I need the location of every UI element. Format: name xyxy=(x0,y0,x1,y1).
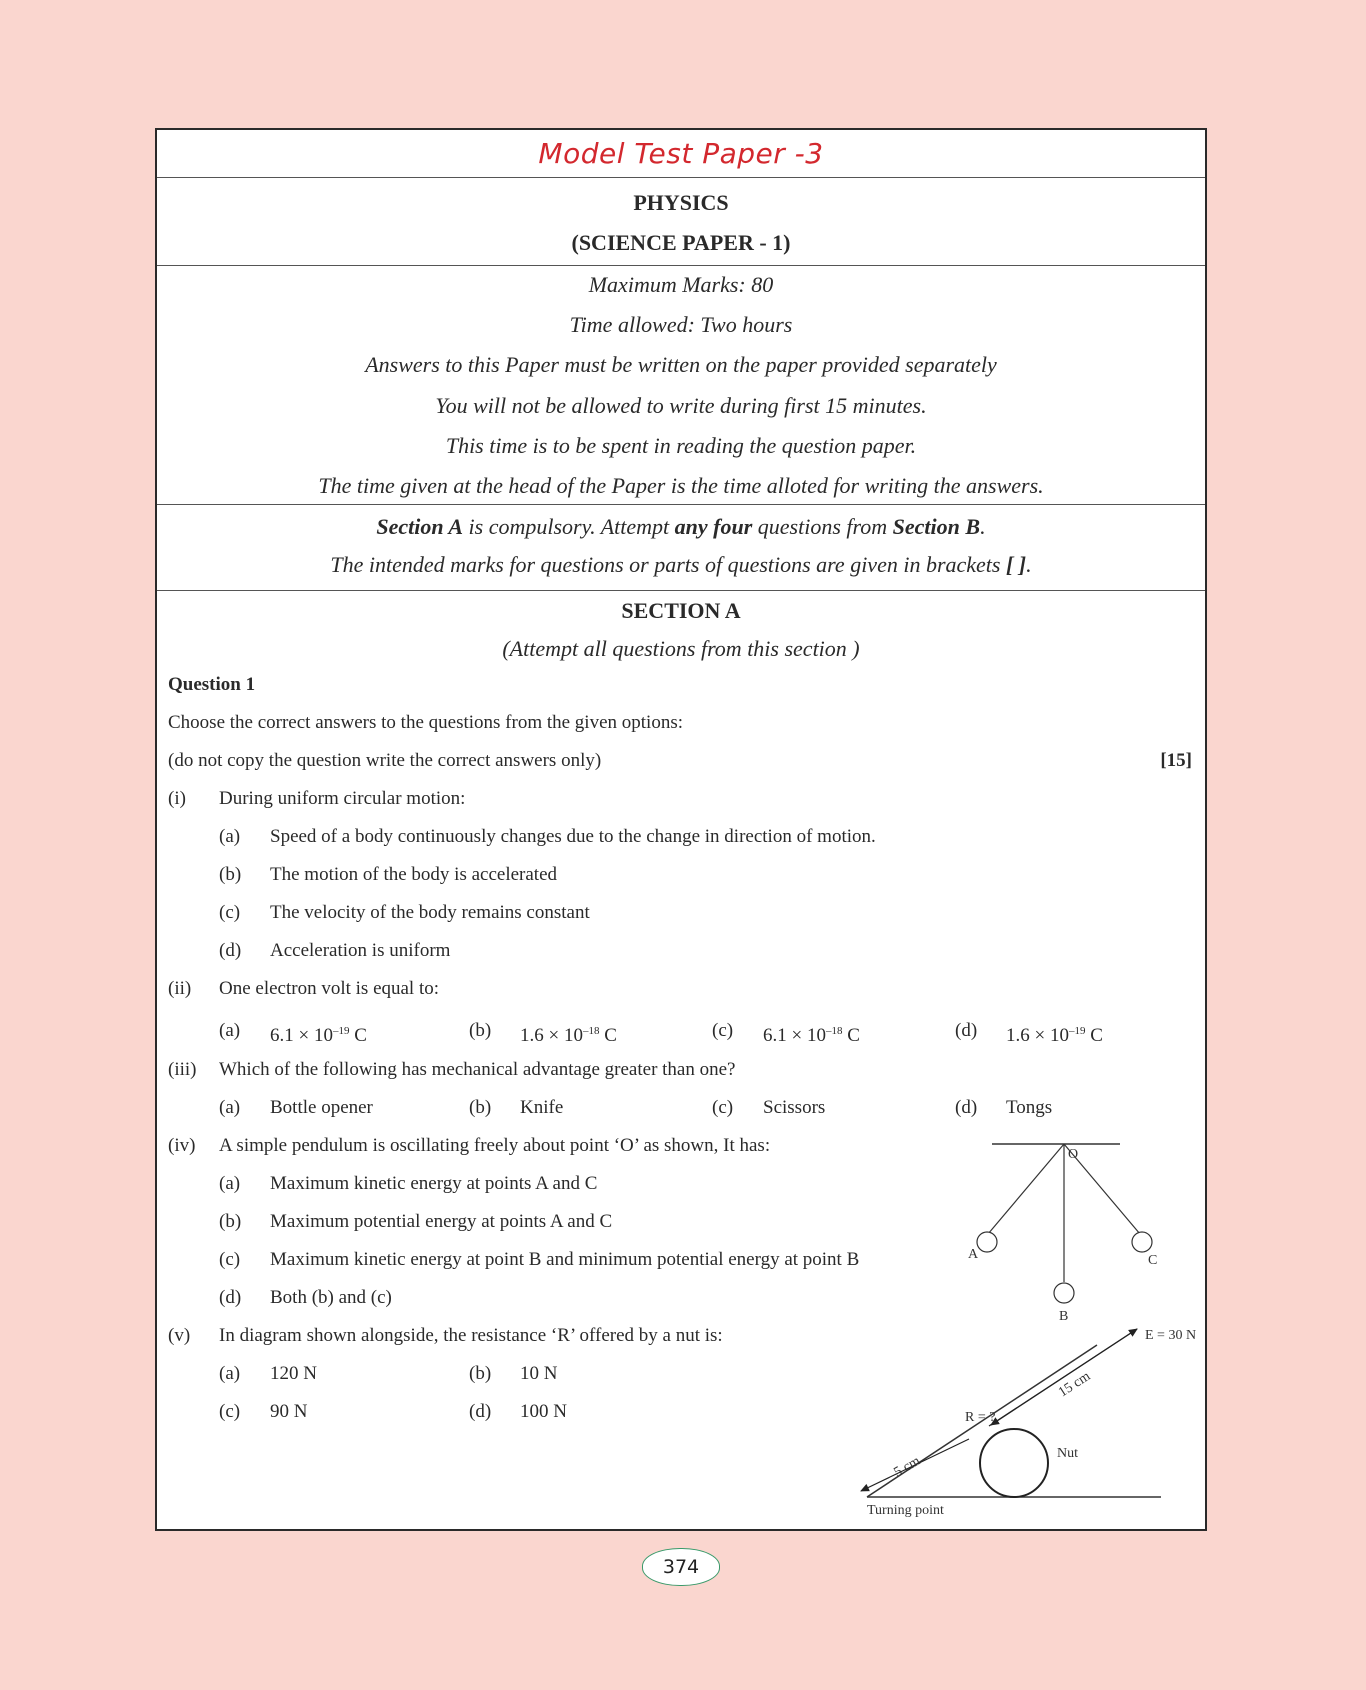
sub-question-number: (v) xyxy=(168,1325,191,1346)
option-key: (d) xyxy=(219,940,242,961)
option-key: (c) xyxy=(712,1020,734,1041)
bob-a xyxy=(977,1232,997,1252)
option-key: (a) xyxy=(219,826,241,847)
instruction-line: Time allowed: Two hours xyxy=(569,312,793,338)
instruction-line: The time given at the head of the Paper is the time alloted for writing the answers. xyxy=(318,473,1044,499)
section-title: SECTION A xyxy=(621,598,741,623)
nut-label: Nut xyxy=(1057,1446,1078,1461)
label-c: C xyxy=(1148,1253,1158,1268)
paper-name: (SCIENCE PAPER - 1) xyxy=(571,230,791,255)
option-key: (d) xyxy=(955,1097,978,1118)
option-key: (b) xyxy=(219,1211,242,1232)
value-exponent: –18 xyxy=(582,1025,600,1037)
option-value xyxy=(1006,1019,1103,1048)
sub-question-number: (iii) xyxy=(168,1059,197,1080)
lever-nut-diagram xyxy=(857,1325,1202,1525)
section-rules xyxy=(157,504,1205,591)
value-exponent: –18 xyxy=(825,1025,843,1037)
sub-question-text: One electron volt is equal to: xyxy=(219,978,440,999)
sub-question-text: During uniform circular motion: xyxy=(219,788,466,809)
label-b: B xyxy=(1059,1309,1069,1324)
question-prompt: Choose the correct answers to the questions from the given options: xyxy=(168,712,684,733)
option-key: (a) xyxy=(219,1097,241,1118)
subject-header xyxy=(157,177,1205,266)
value-base: 6.1 × 10 xyxy=(270,1025,333,1046)
sub-question-text: In diagram shown alongside, the resistance ‘R’ offered by a nut is: xyxy=(219,1325,723,1346)
pendulum-diagram xyxy=(952,1130,1158,1324)
rule-emphasis: any four xyxy=(674,514,753,539)
option-key: (c) xyxy=(219,902,241,923)
resistance-arrow xyxy=(991,1329,1137,1425)
option-text: 10 N xyxy=(520,1363,558,1384)
option-key: (a) xyxy=(219,1020,241,1041)
resistance-label: R = ? xyxy=(965,1410,996,1425)
question-marks: [15] xyxy=(1160,750,1192,771)
rule-emphasis: [ ] xyxy=(1005,552,1027,577)
value-unit: C xyxy=(599,1025,617,1046)
option-key: (c) xyxy=(219,1249,241,1270)
value-unit: C xyxy=(1085,1025,1103,1046)
question-note: (do not copy the question write the correct answers only) xyxy=(168,750,602,771)
value-base: 1.6 × 10 xyxy=(1006,1025,1069,1046)
instruction-line: This time is to be spent in reading the question paper. xyxy=(445,432,917,458)
rule-text: . xyxy=(980,514,986,539)
option-text: Speed of a body continuously changes due to the change in direction of motion. xyxy=(270,826,876,847)
instruction-line: Answers to this Paper must be written on the paper provided separately xyxy=(365,352,997,378)
option-key: (a) xyxy=(219,1363,241,1384)
long-arm-label: 15 cm xyxy=(1056,1368,1094,1401)
sub-question-text: A simple pendulum is oscillating freely about point ‘O’ as shown, It has: xyxy=(219,1135,771,1156)
option-value xyxy=(520,1019,617,1048)
label-o: O xyxy=(1068,1147,1079,1162)
rule-text: questions from xyxy=(752,514,893,539)
option-text: 90 N xyxy=(270,1401,308,1422)
option-text: The motion of the body is accelerated xyxy=(270,864,558,885)
option-text: Scissors xyxy=(763,1097,826,1118)
rule-text: is compulsory. Attempt xyxy=(463,514,675,539)
subject-name: PHYSICS xyxy=(633,190,729,215)
sub-question-number: (i) xyxy=(168,788,186,809)
option-key: (d) xyxy=(219,1287,242,1308)
section-a-header xyxy=(157,590,1205,666)
sub-question-text: Which of the following has mechanical advantage greater than one? xyxy=(219,1059,736,1080)
option-value xyxy=(763,1019,860,1048)
option-text: 100 N xyxy=(520,1401,567,1422)
question-paper xyxy=(155,128,1207,1531)
pendulum-string-a xyxy=(988,1144,1064,1234)
rule-line-2 xyxy=(157,546,1205,584)
nut-circle xyxy=(980,1429,1048,1497)
option-key: (b) xyxy=(469,1363,492,1384)
option-text: Bottle opener xyxy=(270,1097,373,1118)
sub-question-number: (iv) xyxy=(168,1135,196,1156)
short-arm-label: 5 cm xyxy=(891,1453,923,1481)
option-key: (c) xyxy=(712,1097,734,1118)
option-key: (b) xyxy=(469,1097,492,1118)
effort-label: E = 30 N xyxy=(1145,1328,1197,1343)
value-unit: C xyxy=(349,1025,367,1046)
bob-c xyxy=(1132,1232,1152,1252)
option-text: 120 N xyxy=(270,1363,317,1384)
option-text: Maximum kinetic energy at points A and C xyxy=(270,1173,598,1194)
option-key: (c) xyxy=(219,1401,241,1422)
instruction-line: Maximum Marks: 80 xyxy=(588,272,774,297)
option-text: The velocity of the body remains constant xyxy=(270,902,590,923)
value-unit: C xyxy=(842,1025,860,1046)
question-label: Question 1 xyxy=(168,674,256,695)
value-base: 6.1 × 10 xyxy=(763,1025,826,1046)
paper-title: Model Test Paper -3 xyxy=(157,130,1205,178)
option-text: Knife xyxy=(520,1097,564,1118)
option-text: Maximum potential energy at points A and C xyxy=(270,1211,613,1232)
instruction-line: You will not be allowed to write during first 15 minutes. xyxy=(435,392,927,418)
rule-emphasis: Section B xyxy=(892,514,981,539)
bob-b xyxy=(1054,1283,1074,1303)
value-base: 1.6 × 10 xyxy=(520,1025,583,1046)
option-text: Acceleration is uniform xyxy=(270,940,451,961)
page-number: 374 xyxy=(642,1548,720,1586)
value-exponent: –19 xyxy=(1068,1025,1086,1037)
rule-line-1 xyxy=(157,508,1205,546)
section-subtitle: (Attempt all questions from this section ) xyxy=(502,636,860,661)
option-text: Maximum kinetic energy at point B and minimum potential energy at point B xyxy=(270,1249,860,1270)
option-text: Tongs xyxy=(1006,1097,1053,1118)
rule-text: The intended marks for questions or parts of questions are given in brackets xyxy=(330,552,1006,577)
rule-text: . xyxy=(1026,552,1032,577)
sub-question-number: (ii) xyxy=(168,978,192,999)
option-key: (a) xyxy=(219,1173,241,1194)
option-value xyxy=(270,1019,367,1048)
label-a: A xyxy=(968,1247,979,1262)
value-exponent: –19 xyxy=(332,1025,350,1037)
option-key: (d) xyxy=(955,1020,978,1041)
option-text: Both (b) and (c) xyxy=(270,1287,392,1308)
option-key: (d) xyxy=(469,1401,492,1422)
option-key: (b) xyxy=(219,864,242,885)
option-key: (b) xyxy=(469,1020,492,1041)
general-instructions xyxy=(157,265,1205,505)
rule-emphasis: Section A xyxy=(376,514,464,539)
fulcrum-label: Turning point xyxy=(867,1503,944,1518)
